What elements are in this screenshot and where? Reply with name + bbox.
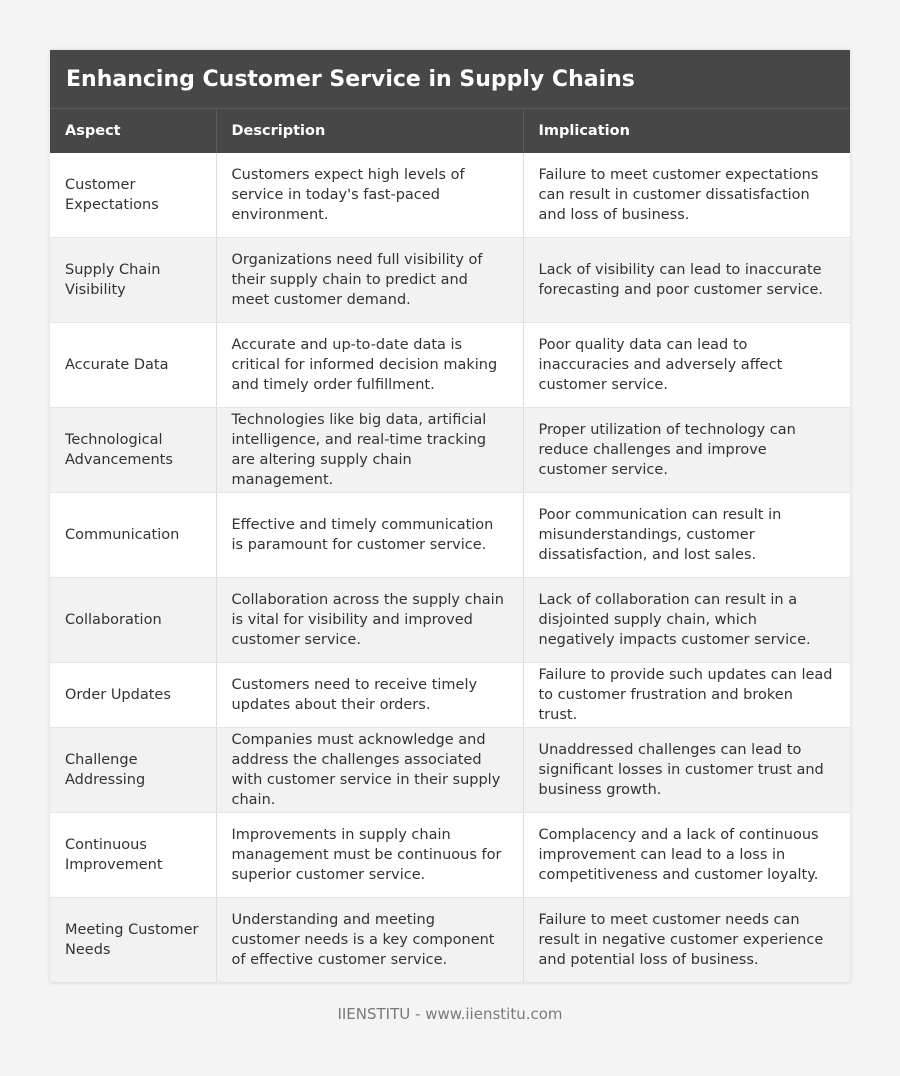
cell-implication: Proper utilization of technology can reduce challenges and improve customer service.: [523, 408, 850, 493]
cell-description: Customers need to receive timely updates about their orders.: [216, 663, 523, 728]
table-row: [50, 578, 850, 663]
column-header-implication: Implication: [523, 109, 850, 153]
cell-implication: Lack of collaboration can result in a disjointed supply chain, which negatively impacts customer service.: [523, 578, 850, 663]
aspects-table: [50, 108, 850, 983]
cell-implication: Failure to meet customer expectations can result in customer dissatisfaction and loss of business.: [523, 153, 850, 238]
cell-aspect: Continuous Improvement: [50, 813, 216, 898]
cell-aspect: Meeting Customer Needs: [50, 898, 216, 983]
cell-implication: Unaddressed challenges can lead to significant losses in customer trust and business growth.: [523, 728, 850, 813]
cell-implication: Failure to meet customer needs can result in negative customer experience and potential loss of business.: [523, 898, 850, 983]
cell-aspect: Technological Advancements: [50, 408, 216, 493]
cell-implication: Lack of visibility can lead to inaccurate forecasting and poor customer service.: [523, 238, 850, 323]
header-row: [50, 109, 850, 153]
cell-aspect: Collaboration: [50, 578, 216, 663]
table-body: [50, 153, 850, 983]
column-header-aspect: Aspect: [50, 109, 216, 153]
table-header: [50, 109, 850, 153]
cell-description: Organizations need full visibility of their supply chain to predict and meet customer demand.: [216, 238, 523, 323]
table-row: [50, 813, 850, 898]
cell-description: Effective and timely communication is paramount for customer service.: [216, 493, 523, 578]
table-row: [50, 728, 850, 813]
cell-description: Improvements in supply chain management must be continuous for superior customer service.: [216, 813, 523, 898]
cell-description: Understanding and meeting customer needs is a key component of effective customer service.: [216, 898, 523, 983]
table-row: [50, 898, 850, 983]
cell-aspect: Customer Expectations: [50, 153, 216, 238]
page-title: Enhancing Customer Service in Supply Chains: [66, 66, 635, 92]
table-row: [50, 238, 850, 323]
footer-credit: IIENSTITU - www.iienstitu.com: [337, 1005, 563, 1023]
cell-aspect: Challenge Addressing: [50, 728, 216, 813]
cell-implication: Poor communication can result in misunderstandings, customer dissatisfaction, and lost sales.: [523, 493, 850, 578]
table-row: [50, 663, 850, 728]
table-row: [50, 153, 850, 238]
table-row: [50, 408, 850, 493]
cell-aspect: Order Updates: [50, 663, 216, 728]
cell-implication: Complacency and a lack of continuous improvement can lead to a loss in competitiveness and customer loyalty.: [523, 813, 850, 898]
cell-description: Technologies like big data, artificial intelligence, and real-time tracking are altering supply chain management.: [216, 408, 523, 493]
cell-description: Customers expect high levels of service in today's fast-paced environment.: [216, 153, 523, 238]
table-row: [50, 323, 850, 408]
table-card: [50, 50, 850, 983]
cell-description: Accurate and up-to-date data is critical for informed decision making and timely order fulfillment.: [216, 323, 523, 408]
column-header-description: Description: [216, 109, 523, 153]
cell-implication: Failure to provide such updates can lead to customer frustration and broken trust.: [523, 663, 850, 728]
cell-description: Companies must acknowledge and address the challenges associated with customer service in their supply chain.: [216, 728, 523, 813]
title-bar: [50, 50, 850, 108]
table-row: [50, 493, 850, 578]
cell-implication: Poor quality data can lead to inaccuracies and adversely affect customer service.: [523, 323, 850, 408]
cell-description: Collaboration across the supply chain is vital for visibility and improved customer service.: [216, 578, 523, 663]
cell-aspect: Supply Chain Visibility: [50, 238, 216, 323]
cell-aspect: Accurate Data: [50, 323, 216, 408]
cell-aspect: Communication: [50, 493, 216, 578]
